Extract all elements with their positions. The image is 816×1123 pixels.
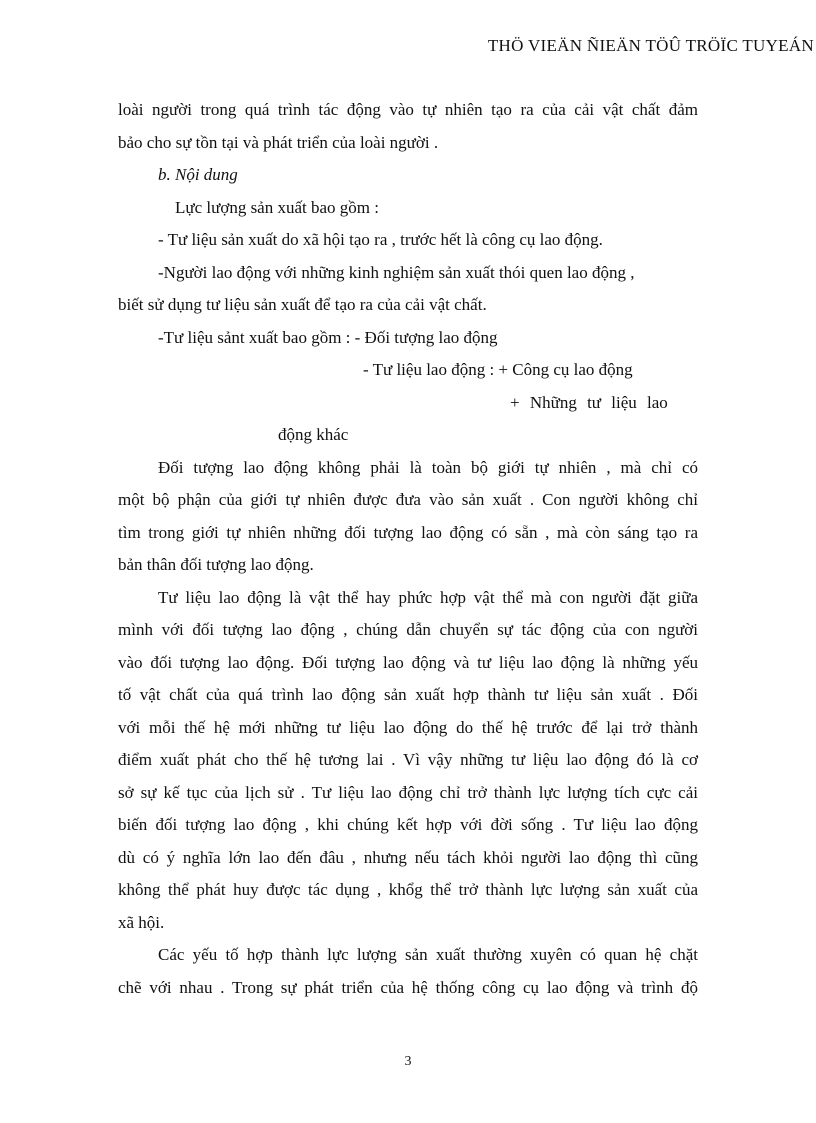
running-header: THÖ VIEÄN ÑIEÄN TÖÛ TRÖÏC TUYEÁN	[487, 36, 814, 55]
text-line: sở sự kế tục của lịch sử . Tư liệu lao động chỉ trở thành lực lượng tích cực cải	[118, 782, 698, 802]
paragraph	[118, 582, 698, 940]
text-line: Tư liệu lao động là vật thể hay phức hợp vật thể mà con người đặt giữa	[158, 587, 698, 607]
text-line: loài người trong quá trình tác động vào tự nhiên tạo ra của cải vật chất đảm	[118, 100, 698, 119]
text-line: động khác	[278, 425, 349, 444]
text-line: Lực lượng sản xuất bao gồm :	[175, 197, 379, 217]
list-item: + Những tư liệu lao	[510, 392, 668, 412]
paragraph	[118, 939, 698, 1004]
list-item: - Tư liệu lao động : + Công cụ lao động	[363, 360, 633, 379]
text-line: chẽ với nhau . Trong sự phát triển của hệ thống công cụ lao động và trình độ	[118, 977, 698, 997]
text-line: Các yếu tố hợp thành lực lượng sản xuất thường xuyên có quan hệ chặt	[158, 945, 698, 964]
text-line: điểm xuất phát cho thế hệ tương lai . Vì vậy những tư liệu lao động đó là cơ	[118, 750, 698, 769]
text-line: bảo cho sự tồn tại và phát triển của loài người .	[118, 132, 439, 152]
text-line: Đối tượng lao động không phải là toàn bộ giới tự nhiên , mà chỉ có	[158, 457, 698, 477]
page-body	[118, 94, 698, 1004]
text-line: tìm trong giới tự nhiên những đối tượng lao động có sẵn , mà còn sáng tạo ra	[118, 522, 698, 542]
text-line: biến đối tượng lao động , khi chúng kết hợp với đời sống . Tư liệu lao động	[118, 815, 698, 834]
text-line: không thể phát huy được tác dụng , khổg thể trở thành lực lượng sản xuất của	[118, 880, 698, 899]
list-item: -Người lao động với những kinh nghiệm sản xuất thói quen lao động ,	[158, 262, 635, 282]
text-line: một bộ phận của giới tự nhiên được đưa vào sản xuất . Con người không chỉ	[118, 490, 698, 509]
text-line: mình với đối tượng lao động , chúng dẫn chuyển sự tác động của con người	[118, 620, 698, 639]
page-number: 3	[404, 1054, 412, 1069]
text-line: biết sử dụng tư liệu sản xuất để tạo ra của cải vật chất.	[118, 295, 487, 314]
section-heading: b. Nội dung	[158, 165, 238, 184]
list-item: -Tư liệu sảnt xuất bao gồm : - Đối tượng lao động	[158, 327, 498, 347]
text-line: bản thân đối tượng lao động.	[118, 555, 314, 574]
text-line: với mỗi thế hệ mới những tư liệu lao động do thế hệ trước để lại trở thành	[118, 717, 698, 737]
list-item: - Tư liệu sản xuất do xã hội tạo ra , trước hết là công cụ lao động.	[158, 230, 603, 249]
text-line: xã hội.	[118, 912, 165, 932]
text-line: dù có ý nghĩa lớn lao đến đâu , nhưng nếu tách khỏi người lao động thì cũng	[118, 847, 698, 867]
text-line: tố vật chất của quá trình lao động sản xuất hợp thành tư liệu sản xuất . Đối	[118, 685, 698, 704]
text-line: vào đối tượng lao động. Đối tượng lao động và tư liệu lao động là những yếu	[118, 652, 698, 672]
paragraph	[118, 452, 698, 582]
